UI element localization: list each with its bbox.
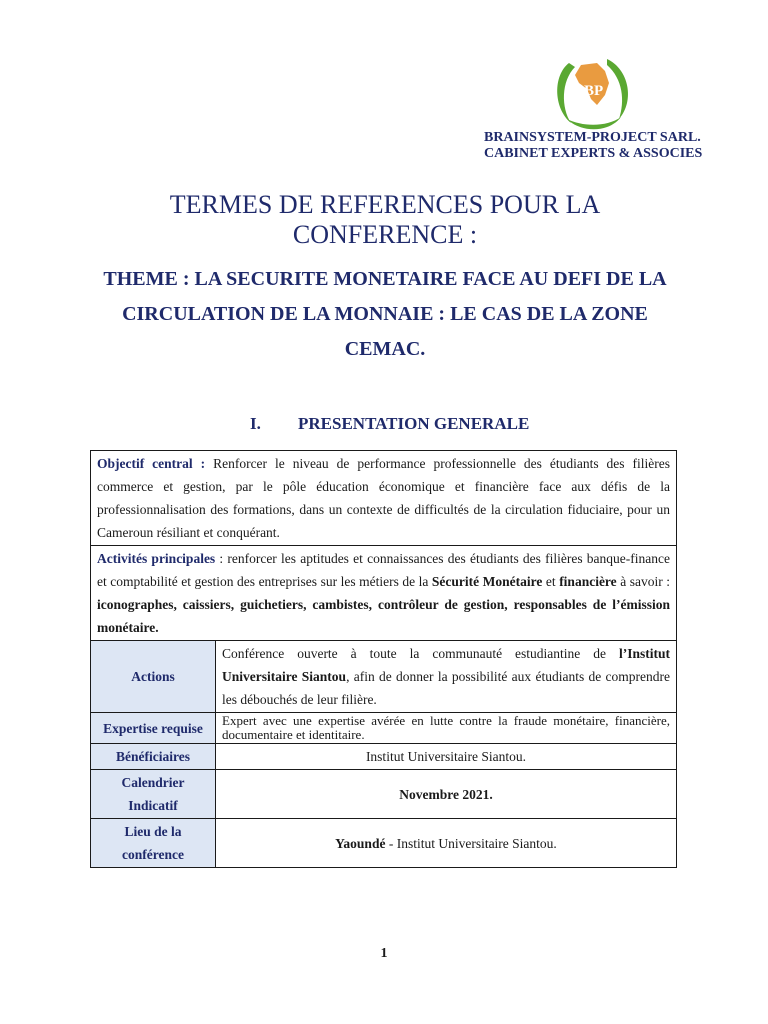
company-block xyxy=(484,130,702,162)
activites-cell xyxy=(91,546,677,641)
table-row xyxy=(91,770,677,819)
actions-value xyxy=(216,641,677,713)
objectif-text: Renforcer le niveau de performance professionnelle des étudiants des filières commerce et gestion, par le pôle éducation économique et financière face aux défis de la professionnalisation des formations, dans un contexte de difficultés de la circulation fiduciaire, pour un Cameroun résiliant et conquérant. xyxy=(97,456,670,540)
section-title: PRESENTATION GENERALE xyxy=(298,414,530,433)
calendrier-label xyxy=(91,770,216,819)
company-tagline: CABINET EXPERTS & ASSOCIES xyxy=(484,146,703,161)
theme-line: CIRCULATION DE LA MONNAIE : LE CAS DE LA ZONE xyxy=(122,303,648,325)
expertise-label: Expertise requise xyxy=(91,713,216,744)
activites-text: : renforcer les aptitudes et connaissances des étudiants des filières banque-finance et comptabilité et gestion des entreprises sur les métiers de la xyxy=(97,551,670,589)
page-number: 1 xyxy=(380,946,388,961)
title-line: CONFERENCE : xyxy=(292,220,478,249)
activites-jobs: iconographes, caissiers, guichetiers, cambistes, contrôleur de gestion, responsables de l’émission monétaire. xyxy=(97,597,670,635)
lieu-label-line: Lieu de la xyxy=(124,824,182,839)
table-row xyxy=(91,744,677,770)
table-row xyxy=(91,641,677,713)
activites-text: à savoir : xyxy=(616,574,670,589)
lieu-value xyxy=(216,819,677,868)
company-name: BRAINSYSTEM-PROJECT SARL. xyxy=(484,130,701,145)
beneficiaires-label: Bénéficiaires xyxy=(91,744,216,770)
actions-institute: l’Institut Universitaire Siantou xyxy=(222,646,670,684)
brainsystem-logo-icon xyxy=(551,53,635,133)
table-row xyxy=(91,546,677,641)
theme-line: CEMAC. xyxy=(344,338,426,360)
logo-text: BP xyxy=(584,83,604,99)
document-title xyxy=(90,190,680,250)
activites-emphasis: Sécurité Monétaire xyxy=(431,574,543,589)
calendrier-label-line: Calendrier xyxy=(121,775,185,790)
actions-label: Actions xyxy=(91,641,216,713)
actions-text: Conférence ouverte à toute la communauté estudiantine de xyxy=(222,646,619,661)
document-theme xyxy=(90,262,680,367)
actions-text: , afin de donner la possibilité aux étudiants de comprendre les débouchés de leur filière. xyxy=(222,669,671,707)
lieu-label xyxy=(91,819,216,868)
section-heading xyxy=(250,414,529,434)
activites-label: Activités principales xyxy=(97,551,216,566)
table-row xyxy=(91,451,677,546)
theme-line: THEME : LA SECURITE MONETAIRE FACE AU DEFI DE LA xyxy=(103,268,667,290)
beneficiaires-value: Institut Universitaire Siantou. xyxy=(216,744,677,770)
objectif-label: Objectif central : xyxy=(97,456,206,471)
expertise-value: Expert avec une expertise avérée en lutte contre la fraude monétaire, financière, documentaire et identitaire. xyxy=(216,713,677,744)
calendrier-value: Novembre 2021. xyxy=(216,770,677,819)
table-row xyxy=(91,819,677,868)
lieu-city: Yaoundé xyxy=(335,835,386,851)
calendrier-label-line: Indicatif xyxy=(128,798,178,813)
lieu-text: - Institut Universitaire Siantou. xyxy=(385,835,557,851)
activites-emphasis: financière xyxy=(559,574,617,589)
presentation-table xyxy=(90,450,677,868)
objectif-cell xyxy=(91,451,677,546)
section-number: I. xyxy=(250,414,261,433)
activites-text: et xyxy=(542,574,560,589)
lieu-label-line: conférence xyxy=(122,847,184,862)
title-line: TERMES DE REFERENCES POUR LA xyxy=(169,190,601,219)
table-row xyxy=(91,713,677,744)
